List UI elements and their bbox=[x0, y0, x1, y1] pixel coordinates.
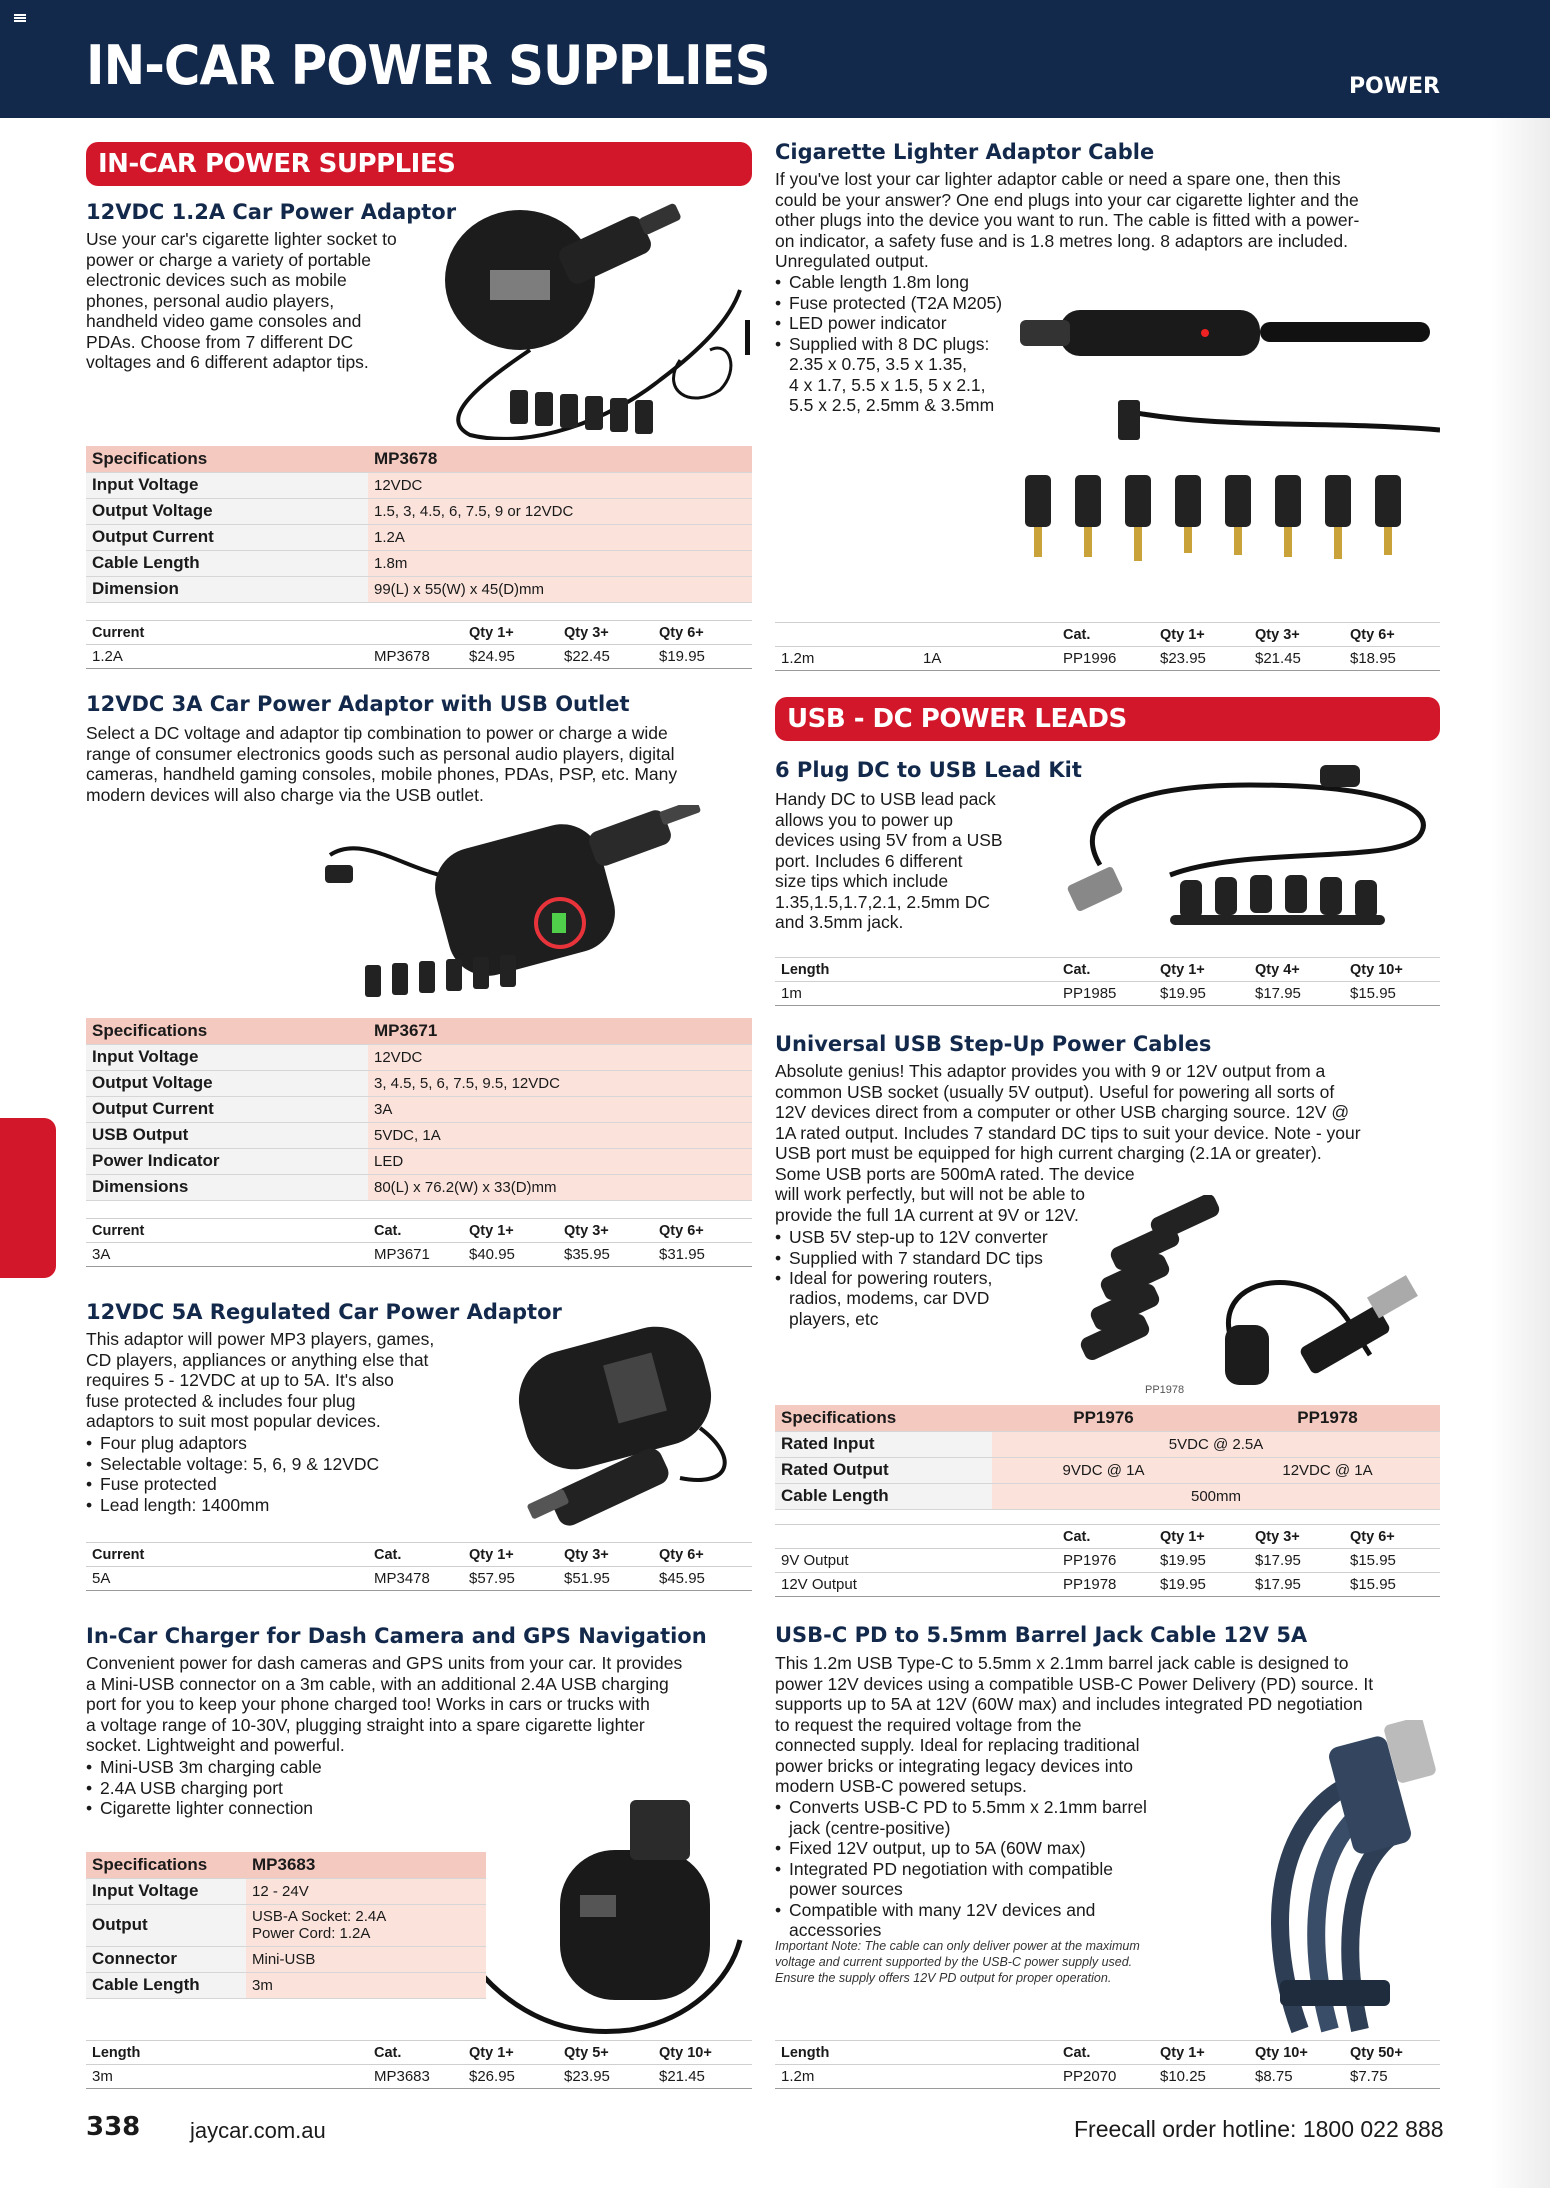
lighter-cable-image bbox=[1020, 300, 1440, 610]
feature-list-pp2070: • Converts USB-C PD to 5.5mm x 2.1mm barrel jack (centre-positive) • Fixed 12V output, up to 5A (60W max) • Integrated PD negotiation with compatible power sources • Compatible with many 12V devices and accessories bbox=[775, 1797, 1225, 1941]
product-title-mp3478: 12VDC 5A Regulated Car Power Adaptor bbox=[86, 1300, 562, 1324]
product-desc-pp1976: Absolute genius! This adaptor provides you with 9 or 12V output from a common USB socket (usually 5V output). Useful for powering all sorts of 12V devices direct from a computer or other USB charging source. 12V @ 1A rated output. Includes 7 standard DC tips to suit your device. Note - your USB port must be equipped for high current charging (2.1A or greater). Some USB ports are 500mA rated. The device will work perfectly, but will not be able to provide the full 1A current at 9V or 12V. bbox=[775, 1061, 1361, 1225]
product-title-pp2070: USB-C PD to 5.5mm Barrel Jack Cable 12V 5A bbox=[775, 1623, 1308, 1647]
table-row: 3A MP3671 $40.95 $35.95 $31.95 bbox=[86, 1243, 752, 1267]
usb-step-up-cable-image bbox=[1070, 1195, 1440, 1405]
product-desc-mp3478: This adaptor will power MP3 players, games, CD players, appliances or anything else that requires 5 - 12VDC at up to 5A. It's also fuse protected & includes four plug adaptors to suit most popular devices. bbox=[86, 1329, 435, 1431]
product-desc-pp1985: Handy DC to USB lead pack allows you to power up devices using 5V from a USB port. Includes 6 different size tips which include 1.35,1.5,1.7,2.1, 2.5mm DC and 3.5mm jack. bbox=[775, 789, 1003, 932]
car-adaptor-mp3478-image bbox=[500, 1318, 750, 1538]
section-banner-usb-dc: USB - DC POWER LEADS bbox=[775, 697, 1440, 741]
product-desc-mp3678: Use your car's cigarette lighter socket to power or charge a variety of portable electronic devices such as mobile phones, personal audio players, handheld video game consoles and PDAs. Choose from 7 different DC voltages and 6 different adaptor tips. bbox=[86, 229, 397, 372]
feature-list-mp3478: • Four plug adaptors • Selectable voltage: 5, 6, 9 & 12VDC • Fuse protected • Lead length: 1400mm bbox=[86, 1433, 379, 1515]
car-adaptor-mp3671-image bbox=[320, 805, 740, 1010]
product-desc-pp1996: If you've lost your car lighter adaptor cable or need a spare one, then this could be your answer? One end plugs into your car cigarette lighter and the other plugs into the device you want to run. The cable is fitted with a power- on indicator, a safety fuse and is 1.8 metres long. 8 adaptors are included. Unregulated output. bbox=[775, 169, 1360, 271]
image-label-pp1978: PP1978 bbox=[1145, 1384, 1185, 1396]
price-table-mp3478: Current Cat. Qty 1+ Qty 3+ Qty 6+ 5A MP3478 $57.95 $51.95 $45.95 bbox=[86, 1542, 752, 1591]
table-row: 5A MP3478 $57.95 $51.95 $45.95 bbox=[86, 1567, 752, 1591]
table-row: 12V Output PP1978 $19.95 $17.95 $15.95 bbox=[775, 1573, 1440, 1597]
feature-list-pp1976: • USB 5V step-up to 12V converter • Supplied with 7 standard DC tips • Ideal for powering routers, bbox=[775, 1227, 1048, 1289]
table-row: 1.2m 1A PP1996 $23.95 $21.45 $18.95 bbox=[775, 647, 1440, 671]
website-link[interactable]: jaycar.com.au bbox=[190, 2118, 326, 2143]
product-title-mp3683: In-Car Charger for Dash Camera and GPS Navigation bbox=[86, 1624, 707, 1648]
product-desc-mp3671: Select a DC voltage and adaptor tip combination to power or charge a wide range of consumer electronics goods such as personal audio players, digital cameras, handheld gaming consoles, mobile phones, PDAs, PSP, etc. Many modern devices will also charge via the USB outlet. bbox=[86, 723, 678, 805]
product-title-pp1996: Cigarette Lighter Adaptor Cable bbox=[775, 140, 1155, 164]
feature-list-pp1996: • Cable length 1.8m long • Fuse protected (T2A M205) • LED power indicator • Supplied with 8 DC plugs: bbox=[775, 272, 1002, 354]
section-label: POWER bbox=[1348, 74, 1440, 99]
product-desc-mp3683: Convenient power for dash cameras and GPS units from your car. It provides a Mini-USB connector on a 3m cable, with an additional 2.4A USB charging port for you to keep your phone charged too! Works in cars or trucks with a voltage range of 10-30V, plugging straight into a spare cigarette lighter socket. Lightweight and powerful. bbox=[86, 1653, 683, 1755]
product-title-pp1976: Universal USB Step-Up Power Cables bbox=[775, 1032, 1212, 1056]
table-row: 3m MP3683 $26.95 $23.95 $21.45 bbox=[86, 2065, 752, 2089]
feature-list-mp3683: • Mini-USB 3m charging cable • 2.4A USB charging port • Cigarette lighter connection bbox=[86, 1757, 322, 1819]
page-edge-shade bbox=[1490, 0, 1550, 2188]
usb-c-barrel-cable-image bbox=[1240, 1720, 1440, 2040]
product-title-mp3678: 12VDC 1.2A Car Power Adaptor bbox=[86, 200, 457, 224]
header-bar bbox=[0, 0, 1550, 118]
hotline: Freecall order hotline: 1800 022 888 bbox=[1074, 2116, 1444, 2142]
price-table-mp3683: Length Cat. Qty 1+ Qty 5+ Qty 10+ 3m MP3683 $26.95 $23.95 $21.45 bbox=[86, 2040, 752, 2089]
spec-table-mp3671: Specifications MP3671 Input Voltage 12VDC Output Voltage 3, 4.5, 5, 6, 7.5, 9.5, 12VDC Output Current 3A USB Output 5VDC, 1A Power Indicator LED Dimensions 80(L) x 76.2(W) x 33(D)mm bbox=[86, 1018, 752, 1201]
price-table-pp1996: Cat. Qty 1+ Qty 3+ Qty 6+ 1.2m 1A PP1996 $23.95 $21.45 $18.95 bbox=[775, 622, 1440, 671]
spec-table-mp3678: Specifications MP3678 Input Voltage 12VDC Output Voltage 1.5, 3, 4.5, 6, 7.5, 9 or 12VDC Output Current 1.2A Cable Length 1.8m Dimension 99(L) x 55(W) x 45(D)mm bbox=[86, 446, 752, 603]
usb-lead-kit-image bbox=[1050, 765, 1440, 945]
product-title-pp1985: 6 Plug DC to USB Lead Kit bbox=[775, 758, 1082, 782]
spec-table-mp3683: Specifications MP3683 Input Voltage 12 - 24V Output USB-A Socket: 2.4A Power Cord: 1.2A Connector Mini-USB Cable Length 3m bbox=[86, 1852, 486, 1999]
table-row: 9V Output PP1976 $19.95 $17.95 $15.95 bbox=[775, 1549, 1440, 1573]
section-tab bbox=[0, 1118, 56, 1278]
price-table-mp3671: Current Cat. Qty 1+ Qty 3+ Qty 6+ 3A MP3671 $40.95 $35.95 $31.95 bbox=[86, 1218, 752, 1267]
price-table-pp2070: Length Cat. Qty 1+ Qty 10+ Qty 50+ 1.2m PP2070 $10.25 $8.75 $7.75 bbox=[775, 2040, 1440, 2089]
car-adaptor-mp3678-image bbox=[410, 200, 750, 440]
price-table-pp1976: Cat. Qty 1+ Qty 3+ Qty 6+ 9V Output PP1976 $19.95 $17.95 $15.95 12V Output PP1978 $19.95 $17.95 $15.95 bbox=[775, 1524, 1440, 1597]
table-row: 1.2m PP2070 $10.25 $8.75 $7.75 bbox=[775, 2065, 1440, 2089]
page-number: 338 bbox=[86, 2112, 141, 2142]
product-desc-pp2070: This 1.2m USB Type-C to 5.5mm x 2.1mm barrel jack cable is designed to power 12V devices using a compatible USB-C Power Delivery (PD) source. It supports up to 5A at 12V (60W max) and includes integrated PD negotiation to request the required voltage from the connected supply. Ideal for replacing traditional power bricks or integrating legacy devices into modern USB-C powered setups. bbox=[775, 1653, 1374, 1796]
feature-list-cont: radios, modems, car DVD players, etc bbox=[789, 1288, 990, 1329]
page-title: IN-CAR POWER SUPPLIES bbox=[86, 34, 770, 97]
menu-icon[interactable] bbox=[14, 14, 26, 22]
product-title-mp3671: 12VDC 3A Car Power Adaptor with USB Outlet bbox=[86, 692, 630, 716]
table-row: 1.2A MP3678 $24.95 $22.45 $19.95 bbox=[86, 645, 752, 669]
section-banner-in-car: IN-CAR POWER SUPPLIES bbox=[86, 142, 752, 186]
table-row: 1m PP1985 $19.95 $17.95 $15.95 bbox=[775, 982, 1440, 1006]
plug-sizes: 2.35 x 0.75, 3.5 x 1.35, 4 x 1.7, 5.5 x 1.5, 5 x 2.1, 5.5 x 2.5, 2.5mm & 3.5mm bbox=[789, 354, 995, 415]
price-table-mp3678: Current Qty 1+ Qty 3+ Qty 6+ 1.2A MP3678 $24.95 $22.45 $19.95 bbox=[86, 620, 752, 669]
important-note: Important Note: The cable can only deliver power at the maximum voltage and current supported by the USB-C power supply used. Ensure the supply offers 12V PD output for proper operation. bbox=[775, 1939, 1140, 1985]
price-table-pp1985: Length Cat. Qty 1+ Qty 4+ Qty 10+ 1m PP1985 $19.95 $17.95 $15.95 bbox=[775, 957, 1440, 1006]
spec-table-pp1976: Specifications PP1976 PP1978 Rated Input 5VDC @ 2.5A Rated Output 9VDC @ 1A 12VDC @ 1A Cable Length 500mm bbox=[775, 1405, 1440, 1510]
